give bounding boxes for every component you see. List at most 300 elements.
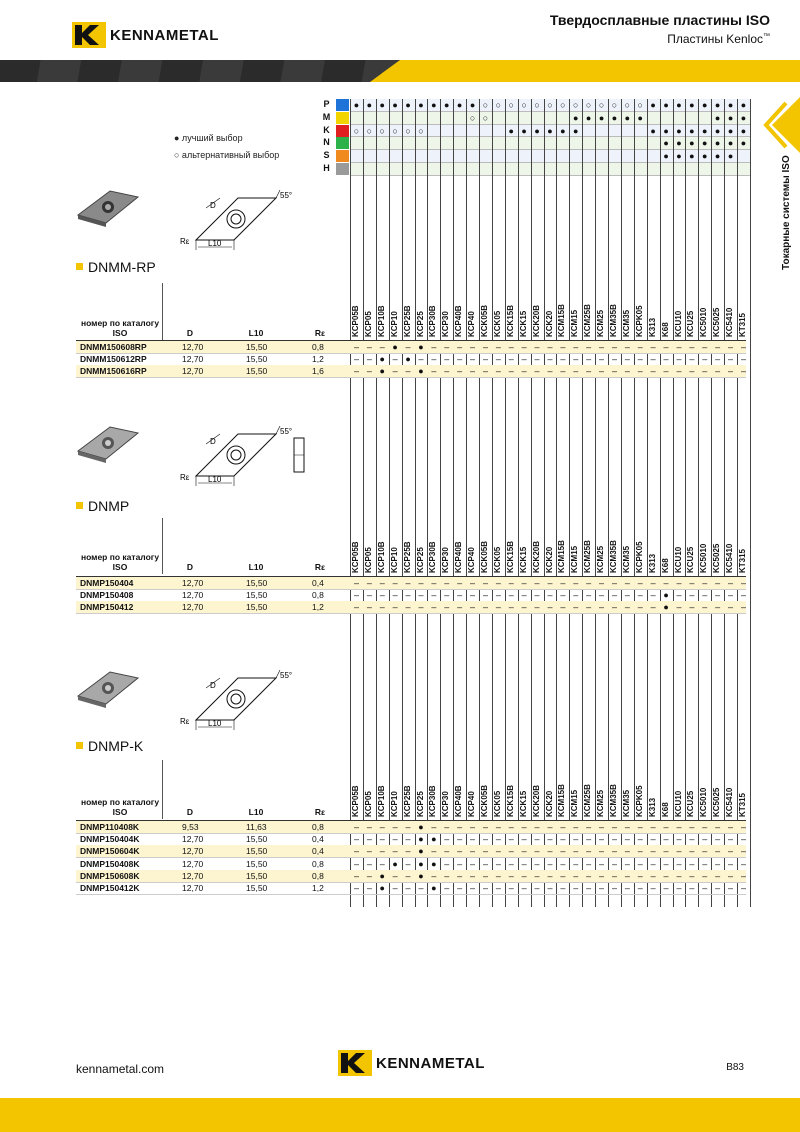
grade-label: KCP25B [402,305,412,337]
grade-mark: – [702,858,708,869]
grade-label: KCM35B [609,784,618,817]
grade-mark: – [379,822,385,832]
grade-mark: – [702,834,708,845]
header-d: D [186,562,194,572]
grade-mark: – [366,342,372,352]
grade-mark: – [740,602,746,613]
grade-mark: – [715,578,721,588]
grade-mark: – [676,578,682,588]
grade-mark: – [689,602,695,613]
iso-label-m: M [322,111,331,122]
grade-mark: – [353,858,359,869]
grade-mark: – [470,883,476,893]
grade-label: KCK15 [518,546,528,573]
re-label: Rε [180,717,190,726]
grade-mark: – [573,846,579,857]
iso-mark: ● [727,138,734,149]
catalog-code: DNMP150412K [80,883,140,893]
grade-mark: – [586,822,592,832]
value-d: 12,70 [182,870,204,881]
iso-mark: ○ [392,125,398,136]
grade-mark: – [392,590,398,601]
value-l10: 15,50 [246,834,268,845]
grade-mark: – [431,366,437,377]
grade-mark: – [650,870,656,881]
iso-label-h: H [323,163,330,173]
iso-mark: ● [740,125,747,136]
grade-mark: – [405,590,411,601]
grade-mark: – [418,883,424,893]
grade-mark: – [689,578,695,588]
grade-label: KCP10 [389,791,399,817]
grade-mark: – [353,342,359,352]
grade-mark: – [534,578,540,588]
row-divider [76,377,746,378]
grade-mark: – [728,834,734,845]
grade-mark: – [353,834,359,845]
grade-mark: – [676,354,682,365]
grade-mark: – [470,846,476,857]
grade-mark: – [392,578,398,588]
section-title: DNMP-K [76,738,143,754]
insert-geometry-diagram [176,668,316,748]
grade-mark: – [586,858,592,869]
grade-mark: – [728,578,734,588]
value-re: 0,8 [312,858,324,869]
grade-mark: – [740,846,746,857]
iso-mark: ● [714,151,721,162]
grade-mark: – [366,590,372,601]
grade-mark: – [366,858,372,869]
grade-label: KCP40B [454,785,464,817]
grade-mark: – [573,578,579,588]
grade-mark: – [560,342,566,352]
header-band [0,60,800,82]
grade-mark: – [521,342,527,352]
grade-label: KCP10 [389,311,399,337]
grade-mark: – [547,342,553,352]
grade-mark: – [431,846,437,857]
grade-mark: ● [431,858,437,869]
grade-mark: – [702,578,708,588]
iso-mark: ● [702,125,708,136]
iso-mark: ● [702,138,708,149]
d-label: D [210,201,216,210]
grade-mark: – [663,354,669,365]
iso-mark: ○ [508,100,514,110]
grade-mark: – [547,602,553,613]
grade-mark: – [470,822,476,832]
grade-mark: – [534,590,540,601]
grade-mark: – [508,602,514,613]
grade-label: KCPK05 [634,541,644,573]
angle-label: 55° [280,427,293,436]
footer-url[interactable]: kennametal.com [76,1062,165,1076]
grade-label: KCP30B [428,305,438,337]
iso-mark: ● [676,125,682,136]
grade-mark: – [405,858,411,869]
grade-label: KCK05 [492,790,502,817]
grade-mark: – [508,846,514,857]
iso-mark: ○ [637,100,643,110]
grade-label: KCP25 [415,547,425,573]
grade-label: KC5410 [725,307,735,337]
grade-mark: – [444,822,450,832]
iso-mark: ● [469,100,476,110]
grade-mark: – [495,822,501,832]
value-l10: 15,50 [246,883,268,893]
grade-mark: – [650,366,656,377]
value-re: 0,8 [312,870,324,881]
value-l10: 15,50 [246,366,268,377]
section-title: DNMM-RP [76,259,156,275]
grade-mark: – [457,366,463,377]
grade-mark: – [534,834,540,845]
grade-mark: – [495,846,501,857]
iso-mark: ● [663,151,669,162]
iso-mark: ● [740,112,747,123]
footer-brand-wordmark: KENNAMETAL [376,1054,485,1072]
grade-label: KCM15 [570,789,580,817]
grade-mark: – [534,858,540,869]
iso-mark: ● [650,100,656,110]
iso-mark: ● [702,100,708,110]
grade-label: KCPK05 [634,305,644,337]
grade-mark: – [405,366,411,377]
value-re: 0,4 [312,578,324,588]
grade-mark: ● [418,822,424,832]
grade-mark: – [728,342,734,352]
grade-mark: – [637,883,643,893]
grade-mark: – [715,858,721,869]
insert-photo-dnmp-k [70,668,142,710]
grade-mark: – [573,858,579,869]
iso-mark: ● [418,100,424,110]
grade-mark: ● [392,342,398,352]
grade-mark: – [676,858,682,869]
grade-mark: – [728,354,734,365]
iso-mark: ○ [353,125,360,136]
legend-best: ● лучший выбор [174,133,243,143]
grade-mark: – [676,846,682,857]
iso-mark: ● [727,112,734,123]
grade-mark: ● [663,602,669,613]
grade-label: KCP40B [454,541,464,573]
grade-mark: – [663,858,669,869]
grade-mark: – [470,366,476,377]
grade-mark: – [560,366,566,377]
iso-color-p [336,99,349,111]
header-re: Rε [314,328,326,338]
grade-mark: – [495,578,501,588]
grade-mark: – [547,822,553,832]
iso-mark: ● [740,100,747,110]
grade-mark: – [405,883,411,893]
side-tab-chevron-icon [756,97,800,153]
header-logo [72,22,219,48]
iso-mark: ○ [366,125,373,136]
grade-mark: ● [379,870,385,881]
grade-mark: – [418,578,424,588]
grade-mark: – [715,846,721,857]
grade-mark: – [405,342,411,352]
grade-label: KCU10 [673,310,683,337]
grade-mark: – [482,578,488,588]
value-re: 0,4 [312,834,324,845]
grade-label: K313 [647,317,657,337]
iso-mark: ● [689,138,695,149]
grade-mark: ● [418,342,424,352]
catalog-code: DNMP110408K [80,822,140,832]
grade-label: KCM35 [621,789,631,817]
grade-mark: – [457,342,463,352]
iso-mark: ○ [482,100,489,110]
grade-mark: – [624,870,630,881]
grade-label: KCM35B [609,540,618,573]
grade-mark: – [637,602,643,613]
header-d: D [186,328,194,338]
grade-label: KCP05B [351,305,360,337]
value-d: 12,70 [182,342,204,352]
iso-label-p: P [323,99,330,109]
value-d: 12,70 [182,602,204,613]
grade-mark: – [676,834,682,845]
grade-mark: – [663,846,669,857]
grade-mark: – [586,883,592,893]
grade-mark: – [586,846,592,857]
grade-mark: – [650,883,656,893]
grade-mark: – [560,822,566,832]
grade-mark: – [702,602,708,613]
grade-label: KCU10 [673,546,683,573]
grade-mark: – [573,870,579,881]
grade-mark: – [431,602,437,613]
grade-mark: – [547,846,553,857]
grade-mark: – [521,578,527,588]
grade-mark: – [521,354,527,365]
grade-mark: – [405,822,411,832]
iso-mark: ○ [469,112,476,123]
grade-mark: ● [392,858,398,869]
grade-mark: – [663,578,669,588]
angle-label: 55° [280,191,293,200]
grade-mark: – [379,342,385,352]
grade-mark: – [431,354,437,365]
grade-mark: – [637,342,643,352]
grade-mark: – [405,578,411,588]
iso-mark: ● [547,125,553,136]
grade-label: KCK05 [492,546,502,573]
grade-label: KCK05 [492,310,502,337]
grade-mark: – [676,870,682,881]
iso-mark: ● [508,125,514,136]
grade-mark: ● [418,846,424,857]
grade-mark: – [521,822,527,832]
iso-mark: ● [431,100,437,110]
grade-mark: – [611,366,617,377]
iso-color-m [336,112,349,124]
iso-mark: ● [534,125,540,136]
grade-mark: – [457,883,463,893]
grade-label: KCPK05 [634,785,644,817]
side-tab-label: Токарные системы ISO [781,155,792,270]
grade-mark: ● [379,354,385,365]
iso-mark: ● [676,138,682,149]
grade-mark: – [366,846,372,857]
header-divider [162,518,163,574]
grade-mark: – [663,822,669,832]
iso-mark: ○ [495,100,502,110]
grade-mark: – [508,366,514,377]
grade-mark: – [444,342,450,352]
grade-label: KCP05 [363,547,373,573]
catalog-code: DNMM150608RP [80,342,147,352]
grade-mark: – [740,578,746,588]
grade-mark: – [508,578,514,588]
grade-label: KCK20 [544,790,554,817]
grade-mark: – [663,834,669,845]
grade-mark: – [586,354,592,365]
grade-mark: – [392,870,398,881]
grade-label: KCP30 [441,791,451,817]
grade-mark: – [586,870,592,881]
header-re: Rε [314,562,326,572]
grade-mark: – [353,870,359,881]
grade-mark: – [586,834,592,845]
grade-mark: – [650,342,656,352]
grade-mark: – [444,366,450,377]
iso-mark: ● [456,100,463,110]
iso-color-s [336,150,349,162]
iso-mark: ● [353,100,360,110]
grade-mark: – [728,822,734,832]
grade-mark: – [457,602,463,613]
grade-mark: – [689,342,695,352]
grade-mark: – [482,822,488,832]
grade-mark: – [650,822,656,832]
grade-mark: – [650,602,656,613]
grade-mark: – [599,883,605,893]
grade-mark: – [715,354,721,365]
grade-mark: – [508,354,514,365]
grade-mark: – [650,846,656,857]
value-d: 9,53 [182,822,199,832]
grade-mark: – [676,602,682,613]
grade-mark: – [740,366,746,377]
grade-mark: – [573,366,579,377]
grade-mark: – [547,834,553,845]
catalog-code: DNMM150612RP [80,354,147,365]
iso-row-bg [350,112,750,125]
grade-label: KCK20B [531,304,541,337]
grade-mark: – [495,590,501,601]
grade-mark: – [418,590,424,601]
grade-mark: – [431,342,437,352]
grade-mark: – [392,354,398,365]
grade-mark: – [457,354,463,365]
grade-label: KCP40 [467,791,477,817]
grade-mark: – [611,590,617,601]
iso-color-h [336,163,349,175]
value-re: 0,8 [312,590,324,601]
grade-mark: – [624,883,630,893]
grade-label: K68 [660,322,670,337]
grade-mark: – [573,354,579,365]
grade-mark: ● [431,883,437,893]
value-re: 0,4 [312,846,324,857]
grade-mark: – [470,834,476,845]
grade-mark: – [702,354,708,365]
grade-mark: – [728,366,734,377]
grade-label: KT315 [738,548,747,573]
grade-label: KCP25 [415,791,425,817]
grade-mark: – [586,578,592,588]
value-l10: 15,50 [246,590,268,601]
grade-mark: – [405,834,411,845]
grade-mark: – [508,822,514,832]
grade-mark: – [547,578,553,588]
grade-mark: – [534,354,540,365]
iso-mark: ● [573,125,579,136]
grade-mark: – [689,870,695,881]
grade-label: KCU25 [686,790,696,817]
grade-mark: – [637,354,643,365]
grade-mark: – [611,354,617,365]
grade-mark: – [637,366,643,377]
value-d: 12,70 [182,834,204,845]
grade-mark: – [599,858,605,869]
iso-mark: ○ [534,100,540,110]
grade-mark: – [740,883,746,893]
l10-label: L10 [208,719,222,728]
grade-mark: – [482,846,488,857]
grade-mark: – [637,870,643,881]
grade-mark: – [508,342,514,352]
grade-mark: – [611,578,617,588]
grade-mark: – [702,870,708,881]
grade-mark: – [624,822,630,832]
iso-mark: ● [585,112,592,123]
grade-label: KCP40 [467,311,477,337]
value-re: 1,2 [312,602,324,613]
grade-label: KCM15B [557,304,567,337]
value-d: 12,70 [182,883,204,893]
grid-line [750,99,751,907]
iso-mark: ● [663,125,669,136]
grade-mark: – [508,590,514,601]
section-title: DNMP [76,498,129,514]
iso-mark: ● [650,125,656,136]
grade-mark: – [650,834,656,845]
footer-band [0,1098,800,1132]
grade-label: KCM35B [609,304,618,337]
grade-mark: – [689,846,695,857]
grade-label: KCM15 [570,309,580,337]
grade-mark: – [534,342,540,352]
iso-mark: ● [714,112,721,123]
grade-mark: – [586,590,592,601]
grade-mark: – [521,366,527,377]
grade-mark: – [702,846,708,857]
header-re: Rε [314,807,326,817]
header-d: D [186,807,194,817]
iso-mark: ○ [624,100,631,110]
legend-alt: ○ альтернативный выбор [174,150,280,160]
grade-mark: – [728,590,734,601]
grade-mark: – [599,602,605,613]
grade-label: KCU10 [673,790,683,817]
grade-mark: – [740,822,746,832]
